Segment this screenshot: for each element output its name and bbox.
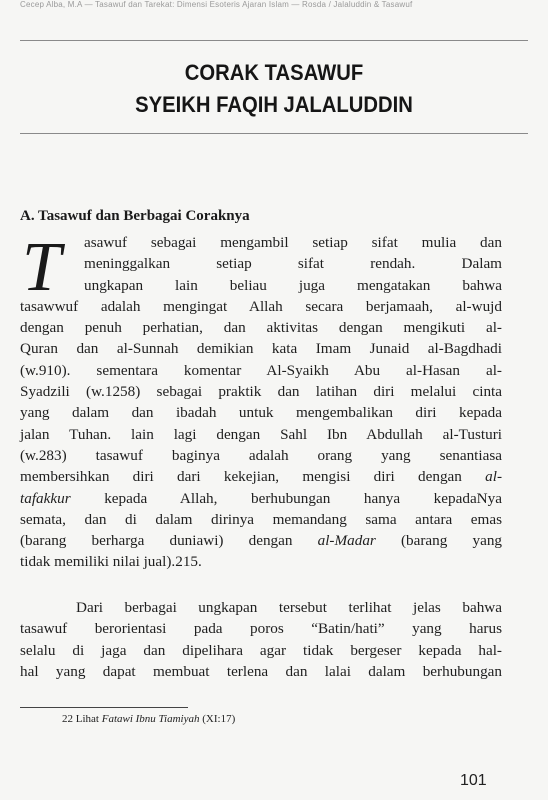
p1-line-1: asawuf sebagai mengambil setiap sifat mulia dan bbox=[84, 234, 502, 251]
p2-line-2: tasawuf berorientasi pada poros “Batin/hati” yang harus bbox=[20, 620, 502, 638]
p1-italic-tafakkur: tafakkur bbox=[20, 489, 71, 507]
header-rule-top bbox=[20, 40, 528, 41]
footnote bbox=[62, 713, 235, 725]
p1-line-2: meninggalkan setiap sifat rendah. Dalam bbox=[84, 255, 502, 273]
p1-line-15-tail: (barang yang bbox=[400, 532, 503, 550]
p1-line-9: yang dalam dan ibadah untuk mengembalikan diri kepada bbox=[20, 404, 502, 422]
p1-line-12 bbox=[20, 466, 502, 487]
p1-line-5: dengan penuh perhatian, dan aktivitas dengan mengikuti al- bbox=[20, 319, 502, 337]
p1-line-4: tasawwuf adalah mengingat Allah secara berjamaah, al-wujd bbox=[20, 297, 502, 315]
p1-line-7: (w.910). sementara komentar Al-Syaikh Abu al-Hasan al- bbox=[20, 361, 502, 379]
p1-line-13-text: kepada Allah, berhubungan hanya kepadaNya bbox=[104, 489, 502, 507]
running-header: Cecep Alba, M.A — Tasawuf dan Tarekat: Dimensi Esoteris Ajaran Islam — Rosda / Jalaluddin & Tasawuf bbox=[20, 0, 413, 9]
p1-line-8: Syadzili (w.1258) sebagai praktik dan latihan diri melalui cinta bbox=[20, 383, 502, 401]
p2-line-1: Dari berbagai ungkapan tersebut terlihat jelas bahwa bbox=[76, 599, 502, 616]
footnote-rule bbox=[20, 707, 188, 708]
p1-line-16: tidak memiliki nilai jual).215. bbox=[20, 553, 202, 571]
p1-line-15 bbox=[20, 530, 502, 551]
p1-italic-madar: al-Madar bbox=[317, 532, 376, 550]
footnote-suffix: (XI:17) bbox=[202, 713, 236, 725]
footnote-prefix: 22 Lihat bbox=[62, 713, 99, 725]
p1-line-6: Quran dan al-Sunnah demikian kata Imam Junaid al-Bagdhadi bbox=[20, 340, 502, 358]
p1-line-11: (w.283) tasawuf baginya adalah orang yang senantiasa bbox=[20, 446, 502, 464]
chapter-title-line-1: CORAK TASAWUF bbox=[184, 60, 364, 85]
chapter-title-line-2: SYEIKH FAQIH JALALUDDIN bbox=[135, 92, 413, 117]
footnote-title: Fatawi Ibnu Tiamiyah bbox=[101, 713, 200, 725]
header-rule-bottom bbox=[20, 133, 528, 134]
p1-line-3: ungkapan lain beliau juga mengatakan bahwa bbox=[84, 276, 502, 294]
p2-line-3: selalu di jaga dan dipelihara agar tidak bergeser kepada hal- bbox=[20, 641, 502, 659]
page-number: 101 bbox=[460, 772, 487, 789]
paragraph-1 bbox=[20, 232, 502, 573]
p1-line-10: jalan Tuhan. lain lagi dengan Sahl Ibn Abdullah al-Tusturi bbox=[20, 425, 502, 443]
chapter-title bbox=[40, 57, 507, 121]
paragraph-2 bbox=[20, 597, 502, 682]
p1-italic-al: al- bbox=[485, 468, 502, 486]
p2-line-4: hal yang dapat membuat terlena dan lalai dalam berhubungan bbox=[20, 662, 502, 680]
section-heading: A. Tasawuf dan Berbagai Coraknya bbox=[20, 208, 250, 224]
p1-line-12-text: membersihkan diri dari kekejian, mengisi diri dengan bbox=[20, 468, 462, 486]
dropcap-glyph: T bbox=[22, 234, 61, 296]
p1-line-13 bbox=[20, 488, 502, 509]
p1-line-14: semata, dan di dalam dirinya memandang sama antara emas bbox=[20, 510, 502, 528]
p1-line-15-text: (barang berharga duniawi) dengan bbox=[20, 532, 293, 550]
